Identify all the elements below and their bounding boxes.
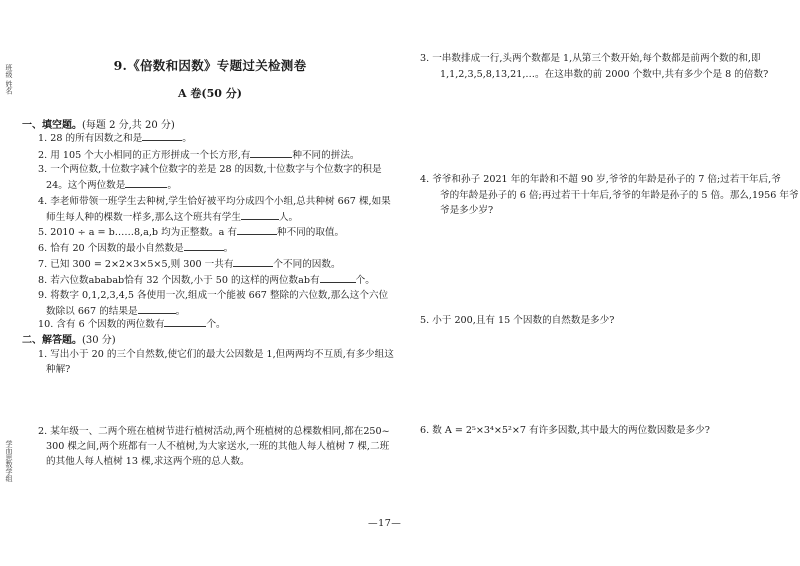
fill-question-7: 7. 已知 300 = 2×2×3×5×5,则 300 一共有 个不同的因数。 bbox=[38, 256, 398, 272]
solve-question-1: 1. 写出小于 20 的三个自然数,使它们的最大公因数是 1,但两两均不互质,有多少组这 种解? bbox=[38, 349, 394, 375]
answer-blank[interactable] bbox=[241, 209, 279, 220]
section-title: 一、填空题。 bbox=[22, 120, 82, 131]
answer-blank[interactable] bbox=[142, 130, 182, 141]
page-title: 9.《倍数和因数》专题过关检测卷 bbox=[113, 58, 307, 73]
page-subtitle: A 卷(50 分) bbox=[178, 87, 242, 100]
solve-question-5: 5. 小于 200,且有 15 个因数的自然数是多少? bbox=[420, 315, 615, 326]
answer-blank[interactable] bbox=[237, 224, 277, 235]
answer-blank[interactable] bbox=[250, 147, 292, 158]
right-column bbox=[420, 0, 799, 566]
fill-question-2: 2. 用 105 个大小相同的正方形拼成一个长方形,有 种不同的拼法。 bbox=[38, 147, 398, 163]
fill-question-6: 6. 恰有 20 个因数的最小自然数是 。 bbox=[38, 240, 398, 256]
margin-class-name-label: 班级 姓名 bbox=[5, 64, 13, 95]
binding-margin bbox=[2, 0, 16, 566]
fill-question-4: 4. 李老师带领一班学生去种树,学生恰好被平均分成四个小组,总共种树 667 棵,如果 师生每人种的棵数一样多,那么这个班共有学生 人。 bbox=[38, 196, 391, 223]
margin-publisher-label: 学而思数学组 bbox=[5, 440, 13, 482]
answer-blank[interactable] bbox=[138, 303, 176, 314]
solve-question-2: 2. 某年级一、二两个班在植树节进行植树活动,两个班植树的总棵数相同,都在250~ 300 棵之间,两个班都有一人不植树,为大家送水,一班的其他人每人植树 7 棵,二班 的其他人每人植树 13 棵,求这两个班的总人数。 bbox=[38, 426, 390, 467]
solve-question-4: 4. 爷爷和孙子 2021 年的年龄和不超 90 岁,爷爷的年龄是孙子的 7 倍;过若干年后,爷 爷的年龄是孙子的 6 倍;再过若干十年后,爷爷的年龄是孙子的 5 倍。那么,1956 年爷 爷是多少岁? bbox=[420, 174, 799, 216]
solve-question-3: 3. 一串数排成一行,头两个数都是 1,从第三个数开始,每个数都是前两个数的和,即 1,1,2,3,5,8,13,21,…。在这串数的前 2000 个数中,共有多少个是 8 的倍数? bbox=[420, 53, 769, 80]
fill-question-9: 9. 将数字 0,1,2,3,4,5 各使用一次,组成一个能被 667 整除的六位数,那么这个六位 数除以 667 的结果是 。 bbox=[38, 290, 389, 317]
fill-question-8: 8. 若六位数ababab恰有 32 个因数,小于 50 的这样的两位数ab有 个。 bbox=[38, 272, 398, 288]
answer-blank[interactable] bbox=[320, 272, 356, 283]
left-column bbox=[22, 0, 398, 566]
answer-blank[interactable] bbox=[164, 316, 206, 327]
solve-question-6: 6. 数 A = 2⁵×3⁴×5²×7 有许多因数,其中最大的两位数因数是多少? bbox=[420, 425, 710, 436]
section-heading-fill-blank bbox=[22, 116, 175, 131]
fill-question-3: 3. 一个两位数,十位数字减个位数字的差是 28 的因数,十位数字与个位数字的积是 24。这个两位数是 。 bbox=[38, 164, 382, 191]
answer-blank[interactable] bbox=[125, 177, 167, 188]
fill-question-10: 10. 含有 6 个因数的两位数有 个。 bbox=[38, 316, 398, 332]
fill-question-1: 1. 28 的所有因数之和是 。 bbox=[38, 130, 398, 146]
section-title: 二、解答题。 bbox=[22, 335, 82, 346]
fill-question-5: 5. 2010 ÷ a = b……8,a,b 均为正整数。a 有 种不同的取值。 bbox=[38, 224, 398, 240]
page-number: —17— bbox=[368, 518, 402, 529]
answer-blank[interactable] bbox=[184, 240, 224, 251]
section-note: (每题 2 分,共 20 分) bbox=[82, 120, 175, 131]
section-heading-solve bbox=[22, 331, 116, 346]
answer-blank[interactable] bbox=[233, 256, 273, 267]
section-note: (30 分) bbox=[82, 335, 116, 346]
